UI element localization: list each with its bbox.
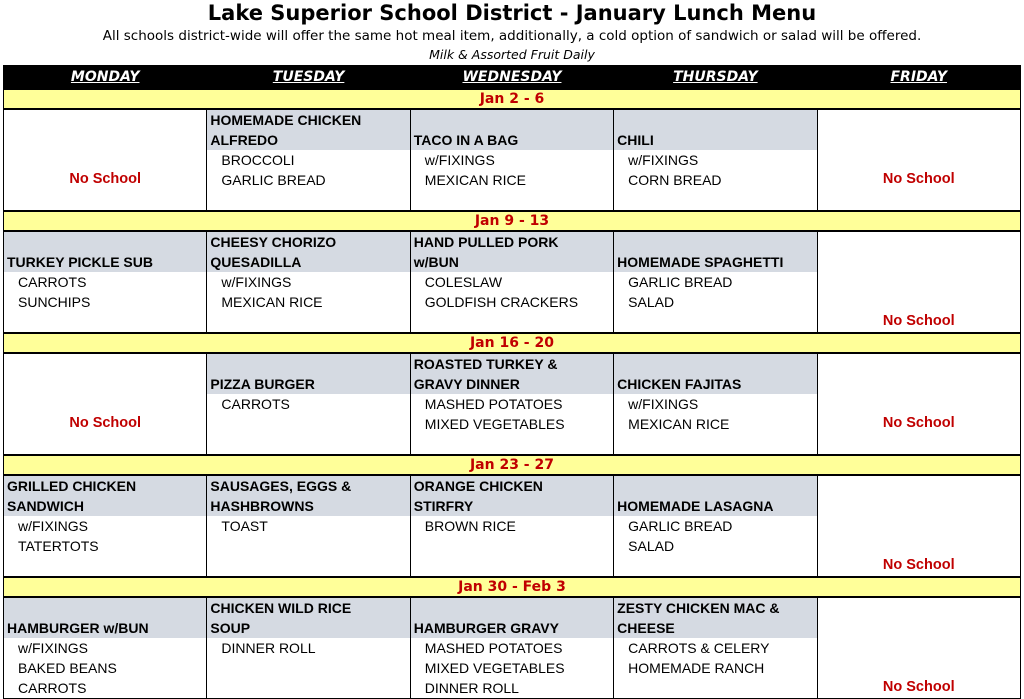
menu-cell-monday	[4, 231, 207, 333]
main-dish	[411, 110, 613, 150]
menu-cell-monday	[4, 109, 207, 211]
main-dish-line: ALFREDO	[210, 132, 279, 148]
main-dish-line: HAMBURGER w/BUN	[7, 620, 149, 636]
menu-cell-wednesday	[410, 597, 613, 699]
menu-cell-wednesday	[410, 353, 613, 455]
lunch-menu-table	[3, 65, 1021, 699]
side-dish: DINNER ROLL	[221, 640, 316, 656]
main-dish	[207, 232, 409, 272]
main-dish	[614, 110, 816, 150]
menu-cell-friday	[817, 475, 1020, 577]
main-dish-line: PIZZA BURGER	[210, 376, 315, 392]
side-dish: w/FIXINGS	[628, 396, 699, 412]
main-dish-line: HOMEMADE CHICKEN	[210, 112, 362, 128]
main-dish	[614, 476, 816, 516]
no-school-label: No School	[882, 415, 955, 431]
side-dish: BAKED BEANS	[18, 660, 117, 676]
side-dish: COLESLAW	[424, 274, 503, 290]
main-dish	[411, 598, 613, 638]
side-dish: CARROTS	[18, 274, 87, 290]
menu-cell-thursday	[614, 353, 817, 455]
menu-cell-tuesday	[207, 597, 410, 699]
no-school-label: No School	[882, 171, 955, 187]
menu-cell-tuesday	[207, 231, 410, 333]
main-dish	[614, 598, 816, 638]
side-dish: TOAST	[221, 518, 268, 534]
day-header-thursday: THURSDAY	[614, 66, 817, 90]
week-menu-row	[4, 109, 1021, 211]
side-dish: CORN BREAD	[628, 172, 722, 188]
week-menu-row	[4, 353, 1021, 455]
week-header-row	[4, 211, 1021, 231]
week-header-row	[4, 333, 1021, 353]
main-dish-line: QUESADILLA	[210, 254, 302, 270]
main-dish-line: HAMBURGER GRAVY	[413, 620, 559, 636]
week-header-row	[4, 455, 1021, 475]
menu-body	[4, 89, 1021, 699]
main-dish-line: HASHBROWNS	[210, 498, 314, 514]
main-dish-line: HAND PULLED PORK	[413, 234, 559, 250]
main-dish-line: STIRFRY	[413, 498, 474, 514]
main-dish-line: HOMEMADE SPAGHETTI	[617, 254, 784, 270]
menu-cell-friday	[817, 597, 1020, 699]
day-header-row	[4, 66, 1021, 90]
side-dish: HOMEMADE RANCH	[628, 660, 765, 676]
side-dish: CARROTS & CELERY	[628, 640, 770, 656]
main-dish	[207, 110, 409, 150]
side-dish: MEXICAN RICE	[221, 294, 323, 310]
main-dish-line: CHILI	[617, 132, 654, 148]
main-dish-line: TURKEY PICKLE SUB	[7, 254, 153, 270]
menu-cell-tuesday	[207, 109, 410, 211]
menu-cell-thursday	[614, 597, 817, 699]
side-dish: DINNER ROLL	[424, 680, 519, 696]
day-header-monday: MONDAY	[4, 66, 207, 90]
main-dish-line: ORANGE CHICKEN	[413, 478, 543, 494]
side-dish: MASHED POTATOES	[424, 640, 563, 656]
day-header-wednesday: WEDNESDAY	[410, 66, 613, 90]
no-school-label: No School	[882, 557, 955, 573]
menu-cell-friday	[817, 231, 1020, 333]
side-dish: MIXED VEGETABLES	[424, 416, 565, 432]
main-dish-line: GRILLED CHICKEN	[7, 478, 137, 494]
week-label: Jan 2 - 6	[4, 89, 1021, 109]
menu-cell-monday	[4, 475, 207, 577]
main-dish	[411, 476, 613, 516]
main-dish-line: CHEESE	[617, 620, 675, 636]
menu-cell-wednesday	[410, 475, 613, 577]
week-menu-row	[4, 475, 1021, 577]
no-school-label: No School	[882, 313, 955, 329]
menu-cell-thursday	[614, 475, 817, 577]
week-label: Jan 30 - Feb 3	[4, 577, 1021, 597]
main-dish	[207, 354, 409, 394]
page-subtitle: All schools district-wide will offer the same hot meal item, additionally, a cold option of sandwich or salad will be offered.	[102, 28, 922, 44]
week-menu-row	[4, 231, 1021, 333]
menu-cell-tuesday	[207, 353, 410, 455]
side-dish: w/FIXINGS	[628, 152, 699, 168]
main-dish	[411, 232, 613, 272]
day-header-tuesday: TUESDAY	[207, 66, 410, 90]
main-dish-line: CHICKEN WILD RICE	[210, 600, 352, 616]
page-title: Lake Superior School District - January Lunch Menu	[207, 1, 817, 25]
week-header-row	[4, 577, 1021, 597]
week-header-row	[4, 89, 1021, 109]
main-dish	[207, 476, 409, 516]
main-dish-line: ROASTED TURKEY &	[413, 356, 558, 372]
week-label: Jan 16 - 20	[4, 333, 1021, 353]
side-dish: GOLDFISH CRACKERS	[424, 294, 579, 310]
week-label: Jan 9 - 13	[4, 211, 1021, 231]
main-dish-line: TACO IN A BAG	[413, 132, 519, 148]
main-dish-line: ZESTY CHICKEN MAC &	[617, 600, 780, 616]
main-dish	[411, 354, 613, 394]
side-dish: SALAD	[628, 538, 675, 554]
side-dish: MASHED POTATOES	[424, 396, 563, 412]
side-dish: w/FIXINGS	[18, 640, 89, 656]
week-menu-row	[4, 597, 1021, 699]
side-dish: MEXICAN RICE	[424, 172, 526, 188]
side-dish: w/FIXINGS	[18, 518, 89, 534]
side-dish: SUNCHIPS	[18, 294, 91, 310]
main-dish-line: HOMEMADE LASAGNA	[617, 498, 774, 514]
side-dish: w/FIXINGS	[221, 274, 292, 290]
side-dish: MIXED VEGETABLES	[424, 660, 565, 676]
menu-cell-monday	[4, 353, 207, 455]
main-dish-line: CHEESY CHORIZO	[210, 234, 337, 250]
menu-cell-monday	[4, 597, 207, 699]
main-dish	[614, 354, 816, 394]
menu-cell-friday	[817, 109, 1020, 211]
no-school-label: No School	[882, 679, 955, 695]
day-header-friday: FRIDAY	[817, 66, 1020, 90]
main-dish	[614, 232, 816, 272]
side-dish: CARROTS	[221, 396, 290, 412]
main-dish-line: SANDWICH	[7, 498, 84, 514]
side-dish: BROCCOLI	[221, 152, 295, 168]
menu-cell-thursday	[614, 231, 817, 333]
side-dish: GARLIC BREAD	[221, 172, 326, 188]
main-dish-line: SOUP	[210, 620, 251, 636]
menu-cell-thursday	[614, 109, 817, 211]
main-dish	[207, 598, 409, 638]
side-dish: GARLIC BREAD	[628, 518, 733, 534]
menu-cell-wednesday	[410, 109, 613, 211]
main-dish-line: CHICKEN FAJITAS	[617, 376, 742, 392]
main-dish-line: GRAVY DINNER	[413, 376, 520, 392]
menu-cell-friday	[817, 353, 1020, 455]
side-dish: BROWN RICE	[424, 518, 516, 534]
main-dish	[4, 232, 206, 272]
menu-cell-wednesday	[410, 231, 613, 333]
main-dish-line: SAUSAGES, EGGS &	[210, 478, 352, 494]
side-dish: SALAD	[628, 294, 675, 310]
no-school-label: No School	[69, 171, 142, 187]
side-dish: w/FIXINGS	[424, 152, 495, 168]
main-dish	[4, 476, 206, 516]
menu-cell-tuesday	[207, 475, 410, 577]
no-school-label: No School	[69, 415, 142, 431]
side-dish: MEXICAN RICE	[628, 416, 730, 432]
side-dish: GARLIC BREAD	[628, 274, 733, 290]
daily-note: Milk & Assorted Fruit Daily	[429, 47, 595, 62]
side-dish: CARROTS	[18, 680, 87, 696]
main-dish	[4, 598, 206, 638]
side-dish: TATERTOTS	[18, 538, 99, 554]
main-dish-line: w/BUN	[413, 254, 459, 270]
week-label: Jan 23 - 27	[4, 455, 1021, 475]
